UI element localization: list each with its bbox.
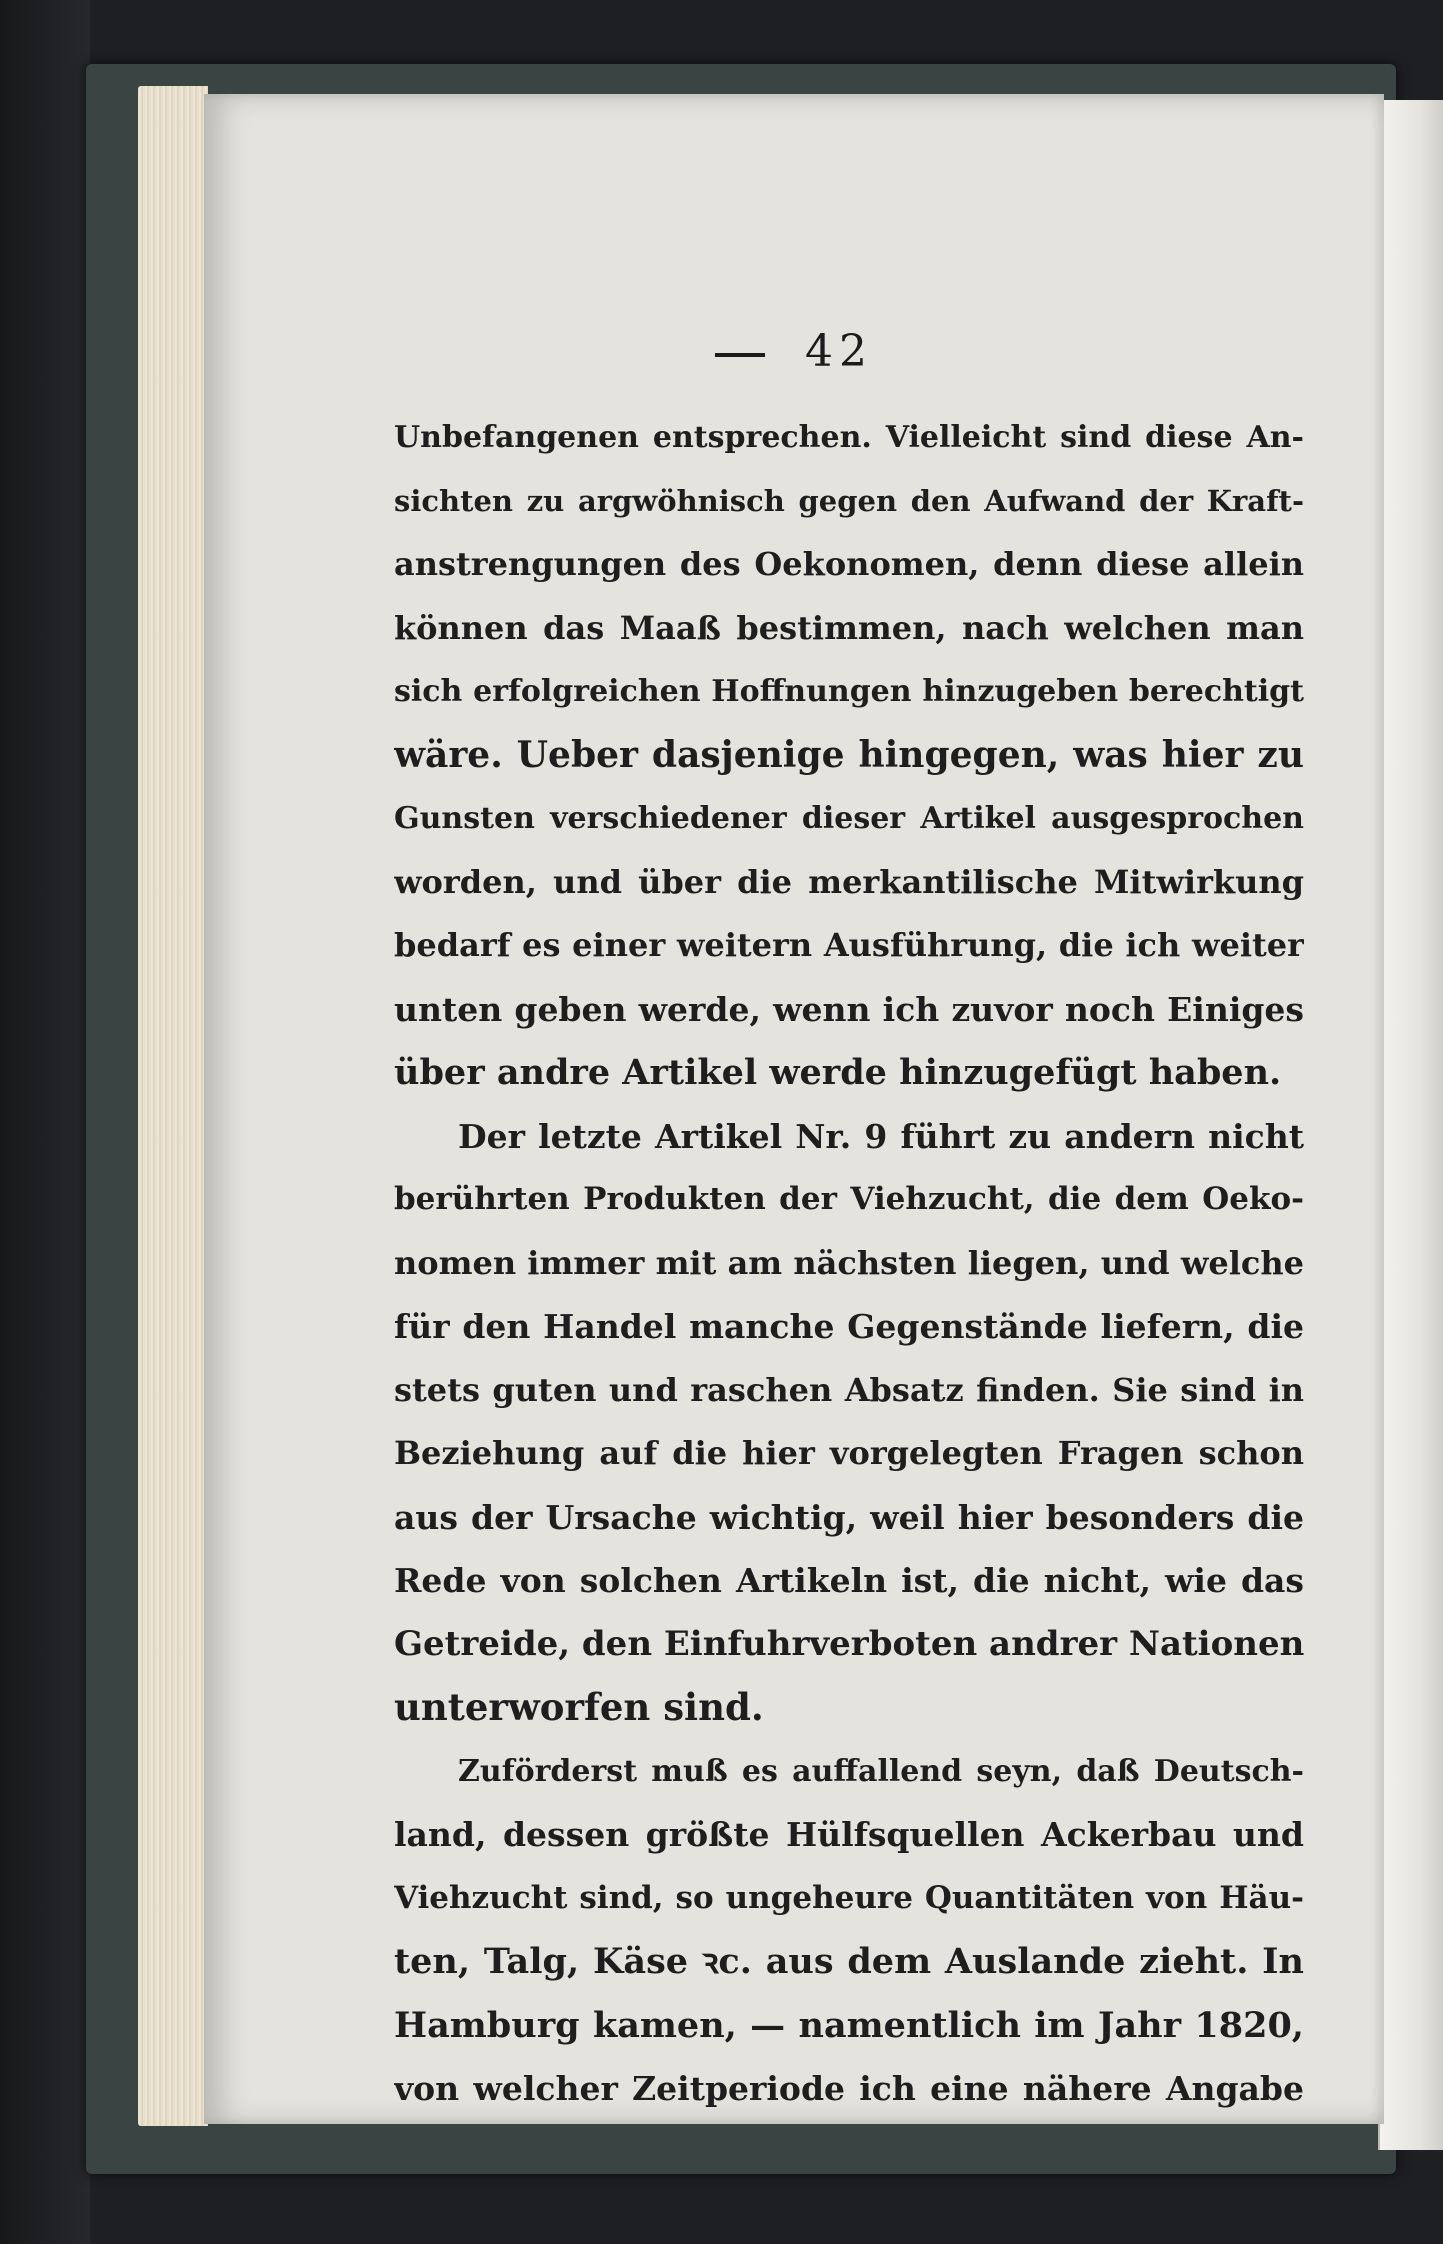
text-line: Viehzucht sind, so ungeheure Quantitäten von Häu- [394,1879,1304,1916]
text-line: können das Maaß bestimmen, nach welchen man [394,608,1304,647]
text-line: über andre Artikel werde hinzugefügt haben. [394,1052,1282,1093]
text-line: berührten Produkten der Viehzucht, die dem Oeko- [394,1181,1304,1217]
text-line: unterworfen sind. [394,1685,764,1729]
text-line: Beziehung auf die hier vorgelegten Fragen schon [394,1434,1304,1472]
text-line: anstrengungen des Oekonomen, denn diese allein [394,545,1304,583]
text-line: Zuförderst muß es auffallend seyn, daß Deutsch- [458,1753,1304,1789]
text-line: land, dessen größte Hülfsquellen Ackerbau und [394,1815,1304,1854]
text-line: stets guten und raschen Absatz finden. Sie sind in [394,1370,1304,1409]
text-line: Unbefangenen entsprechen. Vielleicht sind diese An- [394,420,1304,455]
body-text [394,406,1304,2121]
page-number: 42 [805,326,873,377]
text-line: Gunsten verschiedener dieser Artikel ausgesprochen [394,801,1304,836]
page-header [204,326,1384,377]
text-line: worden, und über die merkantilische Mitwirkung [394,862,1304,901]
backdrop [0,0,90,2244]
text-line: aus der Ursache wichtig, weil hier besonders die [394,1497,1304,1537]
text-line: bedarf es einer weitern Ausführung, die ich weiter [394,926,1304,964]
text-line: für den Handel manche Gegenstände liefern, die [394,1307,1304,1346]
text-line: nomen immer mit am nächsten liegen, und welche [394,1243,1304,1282]
facing-page-edge [1378,100,1443,2150]
text-line: Hamburg kamen, — namentlich im Jahr 1820, [394,2004,1304,2046]
header-dash [715,353,765,357]
text-line: Getreide, den Einfuhrverboten andrer Nationen [394,1623,1304,1664]
text-line: von welcher Zeitperiode ich eine nähere Angabe [394,2069,1304,2108]
text-line: Rede von solchen Artikeln ist, die nicht, wie das [394,1561,1304,1600]
page-edges [138,86,208,2126]
text-line: sich erfolgreichen Hoffnungen hinzugeben berechtigt [394,674,1304,709]
text-line: Der letzte Artikel Nr. 9 führt zu andern nicht [458,1116,1304,1156]
text-line: sichten zu argwöhnisch gegen den Aufwand der Kraft- [394,483,1304,518]
text-line: ten, Talg, Käse ꝛc. aus dem Auslande zieht. In [394,1941,1304,1982]
text-line: unten geben werde, wenn ich zuvor noch Einiges [394,989,1304,1029]
text-line: wäre. Ueber dasjenige hingegen, was hier zu [394,733,1304,776]
book-page [204,94,1384,2124]
